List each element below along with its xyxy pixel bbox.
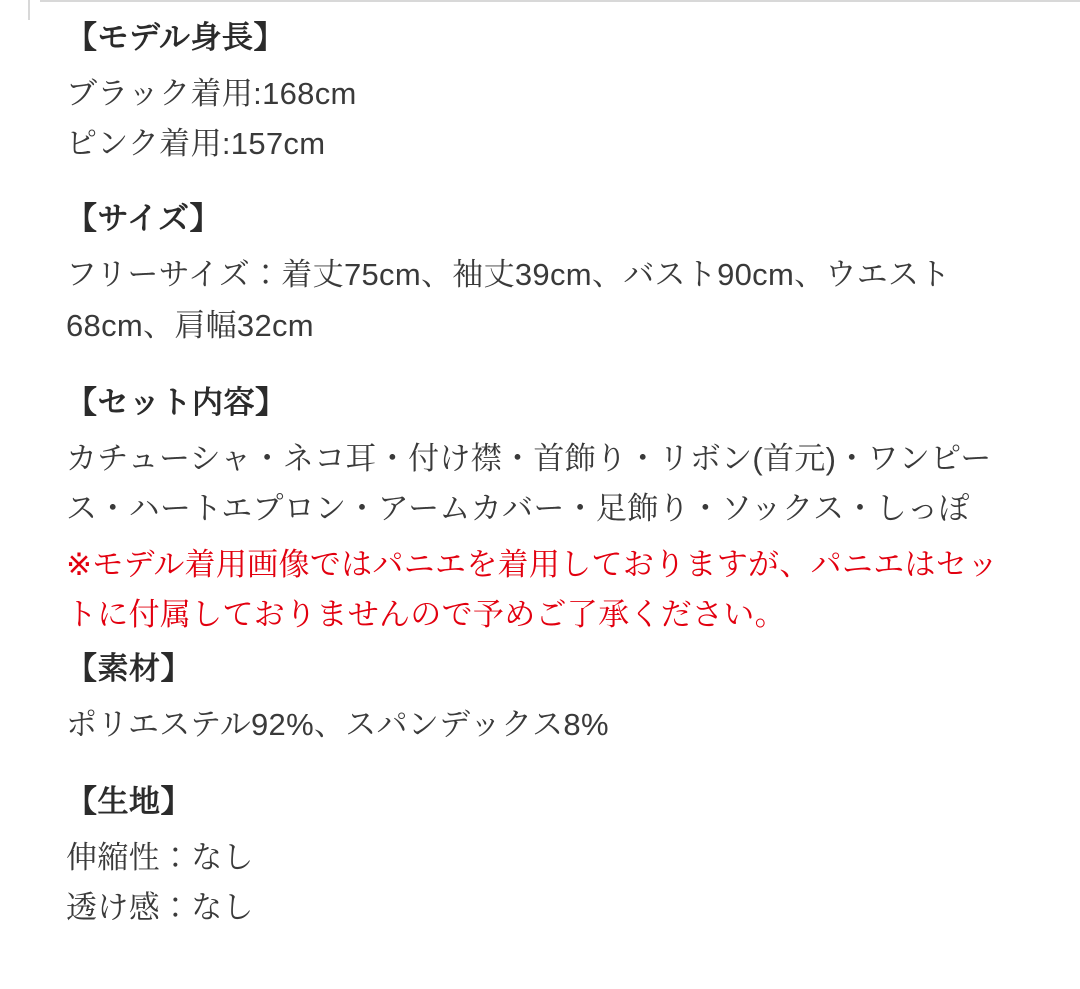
set-contents-list: カチューシャ・ネコ耳・付け襟・首飾り・リボン(首元)・ワンピース・ハートエプロン・アームカバー・足飾り・ソックス・しっぽ	[66, 440, 992, 526]
fabric-sheerness: 透け感：なし	[66, 889, 254, 925]
fabric-stretch: 伸縮性：なし	[66, 839, 254, 875]
model-height-pink: ピンク着用:157cm	[66, 126, 326, 162]
section-heading-fabric: 【生地】	[66, 783, 192, 819]
section-model-height	[66, 16, 1012, 169]
left-divider	[28, 0, 30, 20]
section-heading-material: 【素材】	[66, 650, 192, 686]
spacer-1	[66, 175, 1012, 197]
section-material	[66, 647, 1012, 750]
size-details: フリーサイズ：着丈75cm、袖丈39cm、バスト90cm、ウエスト68cm、肩幅32cm	[66, 257, 951, 343]
section-heading-model-height: 【モデル身長】	[66, 20, 285, 55]
section-heading-set-contents: 【セット内容】	[66, 384, 287, 420]
top-divider	[40, 0, 1080, 2]
spacer-3	[66, 770, 1012, 780]
model-height-black: ブラック着用:168cm	[66, 75, 357, 111]
section-set-contents	[66, 381, 1012, 641]
material-details: ポリエステル92%、スパンデックス8%	[66, 706, 609, 742]
spacer-2	[66, 371, 1012, 381]
section-size	[66, 197, 1012, 350]
panier-disclaimer: ※モデル着用画像ではパニエを着用しておりますが、パニエはセットに付属しておりませんので予めご了承ください。	[66, 547, 999, 633]
section-fabric	[66, 780, 1012, 933]
description-content	[66, 16, 1012, 939]
section-heading-size: 【サイズ】	[66, 201, 222, 237]
